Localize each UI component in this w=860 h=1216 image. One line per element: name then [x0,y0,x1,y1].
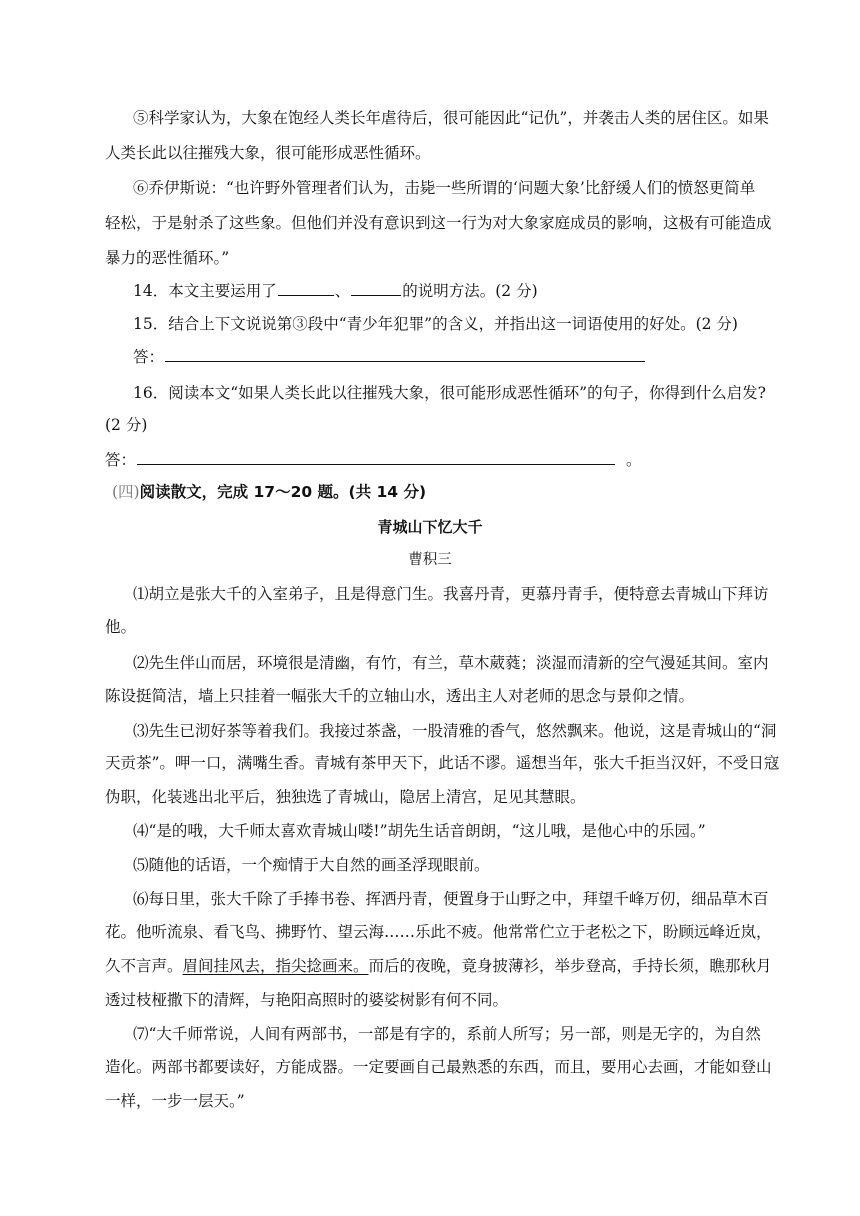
article-paragraph-4: ⑷“是的哦，大千师太喜欢青城山喽!”胡先生话音朗朗，“这儿哦，是他心中的乐园。” [133,822,706,840]
question-16-cont: (2 分) [105,416,148,434]
question-16-answer [105,448,765,471]
article-paragraph-2-cont: 陈设挺简洁，墙上只挂着一幅张大千的立轴山水，透出主人对老师的思念与景仰之情。 [105,687,695,705]
article-paragraph-2: ⑵先生伴山而居，环境很是清幽，有竹，有兰，草木葳蕤；淡湿而清新的空气漫延其间。室内 [133,654,769,672]
question-15-answer [133,345,763,368]
article-underlined-sentence: 眉间挂风去，指尖捻画来。 [182,957,369,975]
section-4-instruction: 阅读散文，完成 17～20 题。(共 14 分) [139,483,427,501]
question-15-answer-label: 答： [133,348,165,366]
question-14-blank-1[interactable] [278,279,334,296]
question-14-text-a: 14．本文主要运用了 [133,282,277,300]
passage3-paragraph-6-cont1: 轻松，于是射杀了这些象。但他们并没有意识到这一行为对大象家庭成员的影响，这极有可能造成 [105,214,772,232]
question-14-separator: 、 [334,282,351,300]
article-paragraph-5: ⑸随他的话语，一个痴情于大自然的画圣浮现眼前。 [133,856,490,874]
article-paragraph-6: ⑹每日里，张大千除了手捧书卷、挥洒丹青，便置身于山野之中，拜望千峰万仞，细品草木百 [133,890,769,908]
article-paragraph-6-cont1: 花。他听流泉、看飞鸟、拂野竹、望云海……乐此不疲。他常常伫立于老松之下，盼顾远峰近岚， [105,923,772,941]
question-16-period: 。 [626,451,642,469]
article-paragraph-1-cont: 他。 [105,618,137,636]
article-paragraph-1: ⑴胡立是张大千的入室弟子，且是得意门生。我喜丹青，更慕丹青手，便特意去青城山下拜访 [133,585,769,603]
section-4-label: (四) [112,483,140,501]
question-15-answer-line[interactable] [165,345,645,362]
article-paragraph-6-text-a: 久不言声。 [105,957,183,975]
article-author: 曹积三 [408,552,452,568]
question-15: 15．结合上下文说说第③段中“青少年犯罪”的含义，并指出这一词语使用的好处。(2 分) [133,315,738,333]
question-16-answer-label: 答： [105,451,137,469]
section-4-heading [112,481,772,503]
article-paragraph-7: ⑺“大千师常说，人间有两部书，一部是有字的，系前人所写；另一部，则是无字的，为自然 [133,1025,761,1043]
question-14-blank-2[interactable] [351,279,401,296]
article-paragraph-7-cont2: 一样，一步一层天。” [105,1092,245,1110]
article-paragraph-7-cont1: 造化。两部书都要读好，方能成器。一定要画自己最熟悉的东西，而且，要用心去画，才能如登山 [105,1058,772,1076]
article-title: 青城山下忆大千 [377,518,483,536]
question-16: 16．阅读本文“如果人类长此以往摧残大象，很可能形成恶性循环”的句子，你得到什么启发? [133,384,766,402]
article-paragraph-6-cont2 [105,955,772,977]
article-paragraph-3-cont2: 伪职，化装逃出北平后，独独选了青城山，隐居上清宫，足见其慧眼。 [105,788,586,806]
article-paragraph-6-cont3: 透过枝桠撒下的清辉，与艳阳高照时的婆娑树影有何不同。 [105,991,509,1009]
passage3-paragraph-5: ⑤科学家认为，大象在饱经人类长年虐待后，很可能因此“记仇”，并袭击人类的居住区。如果 [133,109,769,127]
question-16-answer-line[interactable] [137,448,615,465]
passage3-paragraph-6: ⑥乔伊斯说：“也许野外管理者们认为，击毙一些所谓的‘问题大象’比舒缓人们的愤怒更简单 [133,179,756,197]
question-14-text-b: 的说明方法。(2 分) [402,282,538,300]
question-14 [133,279,763,302]
article-paragraph-3: ⑶先生已沏好茶等着我们。我接过茶盏，一股清雅的香气，悠然飘来。他说，这是青城山的“洞 [133,722,777,740]
article-paragraph-6-text-b: 而后的夜晚，竟身披薄衫，举步登高，手持长须，瞧那秋月 [368,957,772,975]
article-paragraph-3-cont1: 天贡茶”。呷一口，满嘴生香。青城有茶甲天下，此话不谬。遥想当年，张大千拒当汉奸，不受日寇 [105,754,780,772]
passage3-paragraph-5-cont: 人类长此以往摧残大象，很可能形成恶性循环。 [105,144,431,162]
passage3-paragraph-6-cont2: 暴力的恶性循环。” [105,249,230,267]
